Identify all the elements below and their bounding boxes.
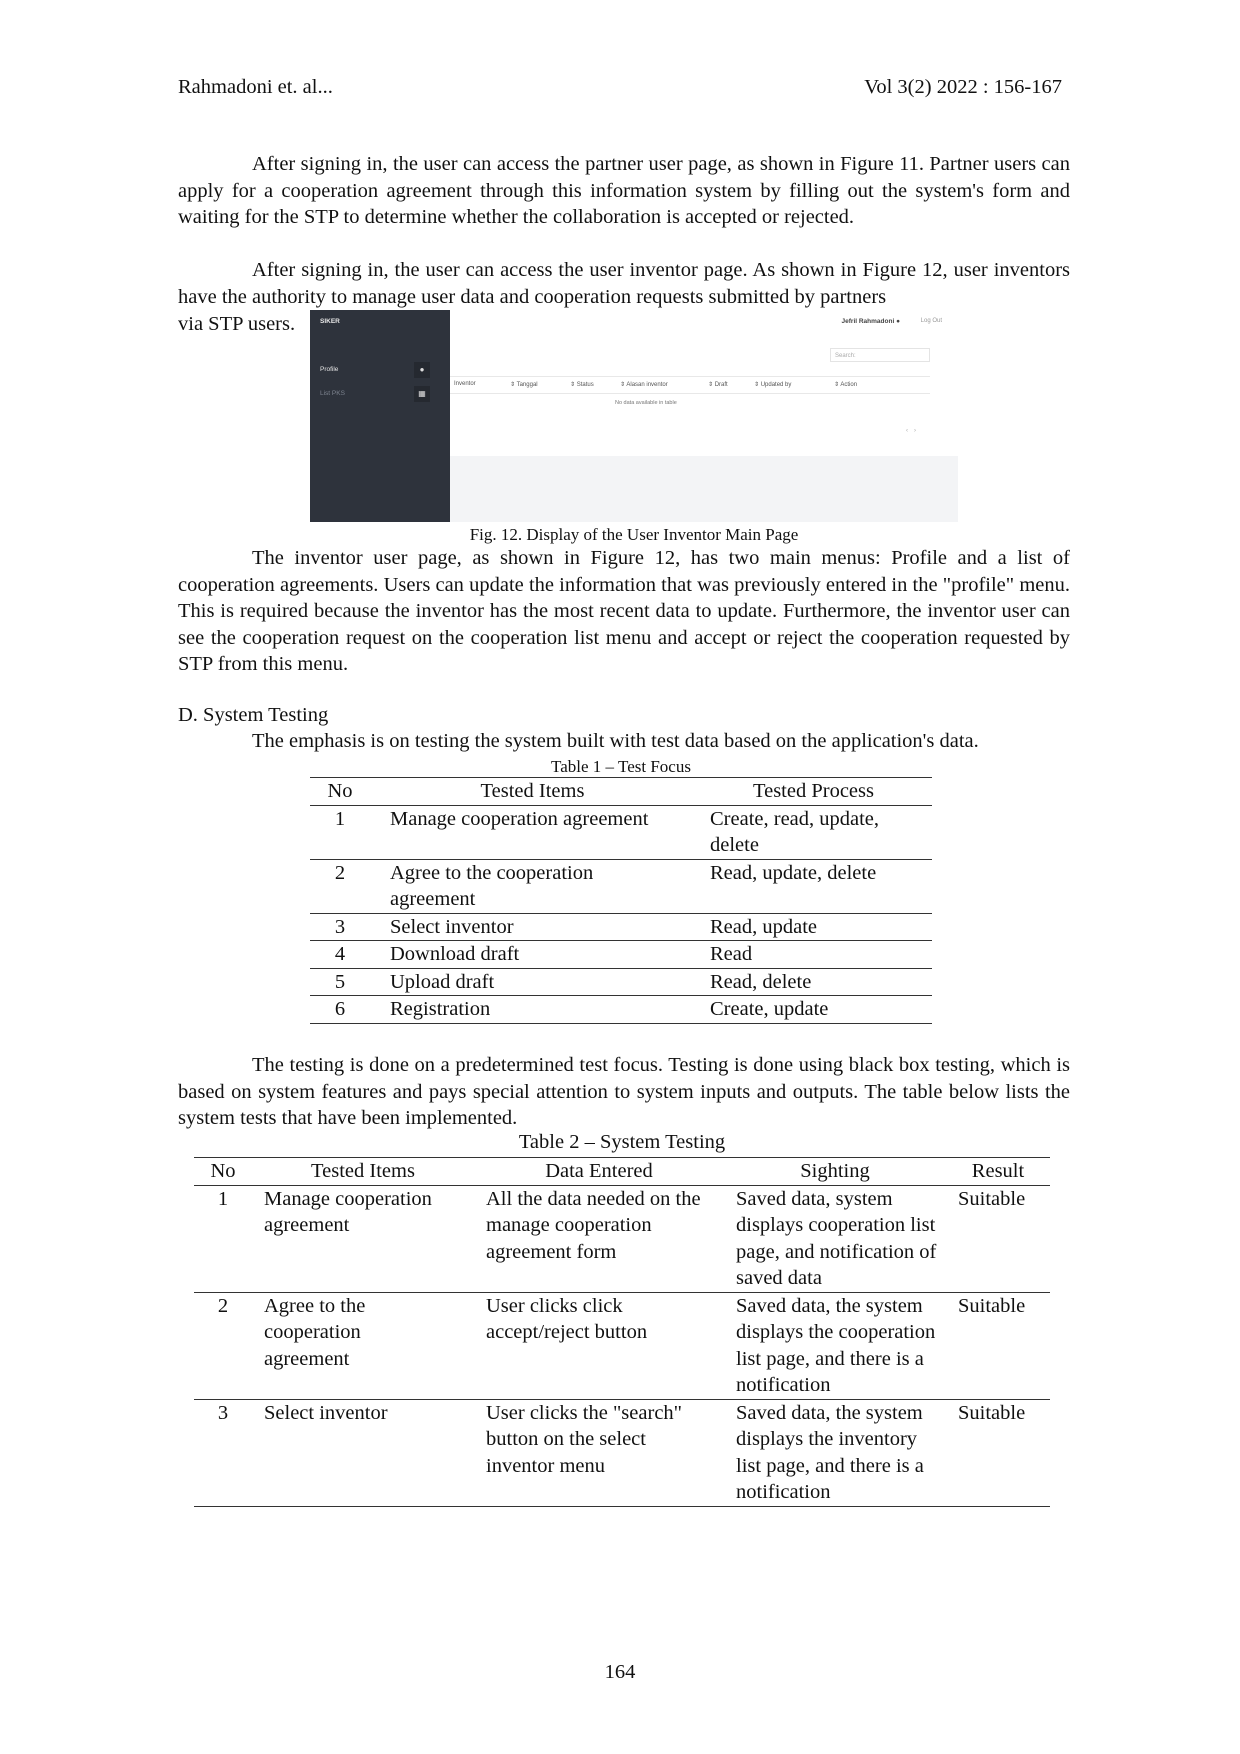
screenshot-col-inventor: Inventor	[454, 381, 476, 387]
table-cell-sighting: Saved data, system displays cooperation list page, and notification of saved data	[724, 1185, 946, 1292]
table-2	[194, 1157, 1050, 1507]
table-row	[310, 859, 932, 913]
table-cell-no: 3	[310, 913, 370, 941]
screenshot-col-draft: ⇕ Draft	[708, 382, 728, 388]
paragraph-testing-emphasis: The emphasis is on testing the system built with test data based on the application's data.	[252, 730, 979, 752]
table-2-header-row	[194, 1158, 1050, 1186]
table-cell-item: Manage cooperation agreement	[252, 1185, 474, 1292]
table-row	[310, 996, 932, 1024]
table-cell-process: Read, update	[695, 913, 932, 941]
paragraph-inventor-page-end: via STP users.	[178, 313, 296, 335]
table-cell-item: Select inventor	[252, 1399, 474, 1506]
table-2-header-result: Result	[946, 1158, 1050, 1186]
table-cell-process: Create, read, update, delete	[695, 805, 932, 859]
table-cell-data: User clicks the "search" button on the select inventor menu	[474, 1399, 724, 1506]
paragraph-inventor-menus: The inventor user page, as shown in Figure 12, has two main menus: Profile and a list of cooperation agreements. Users can update the information that was previously entered in the "profile" menu. This is required because the inventor has the most recent data to update. Furthermore, the inventor user can see the cooperation request on the cooperation list menu and accept or reject the cooperation requested by STP from this menu.	[178, 547, 1070, 675]
table-cell-item: Manage cooperation agreement	[370, 805, 695, 859]
figure-12-caption: Fig. 12. Display of the User Inventor Main Page	[469, 525, 799, 544]
table-1-header-no: No	[310, 778, 370, 806]
table-1	[310, 777, 932, 1024]
list-icon: ▦	[414, 386, 430, 402]
table-cell-no: 4	[310, 941, 370, 969]
screenshot-sidebar	[310, 310, 450, 522]
table-cell-process: Read	[695, 941, 932, 969]
table-2-caption: Table 2 – System Testing	[518, 1131, 726, 1153]
screenshot-table-header	[450, 376, 930, 394]
table-cell-no: 6	[310, 996, 370, 1024]
table-cell-no: 2	[194, 1292, 252, 1399]
screenshot-logout: Log Out	[920, 318, 942, 324]
table-cell-item: Registration	[370, 996, 695, 1024]
table-cell-process: Read, update, delete	[695, 859, 932, 913]
table-2-header-sighting: Sighting	[724, 1158, 946, 1186]
screenshot-brand: SIKER	[320, 318, 340, 325]
table-cell-result: Suitable	[946, 1399, 1050, 1506]
table-row	[194, 1399, 1050, 1506]
paragraph-black-box: The testing is done on a predetermined test focus. Testing is done using black box testing, which is based on system features and pays special attention to system inputs and outputs. The table below lists the system tests that have been implemented.	[178, 1054, 1070, 1129]
screenshot-menu-profile: Profile	[320, 366, 339, 373]
table-cell-data: User clicks click accept/reject button	[474, 1292, 724, 1399]
section-heading: D. System Testing	[178, 704, 329, 726]
header-authors: Rahmadoni et. al...	[178, 76, 333, 98]
table-cell-item: Agree to the cooperation agreement	[370, 859, 695, 913]
user-icon: ●	[414, 362, 430, 378]
header-volume: Vol 3(2) 2022 : 156-167	[864, 76, 1062, 98]
figure-12-screenshot	[310, 310, 958, 522]
paragraph-partner-page: After signing in, the user can access the partner user page, as shown in Figure 11. Partner users can apply for a cooperation agreement through this information system by filling out the system's form and waiting for the STP to determine whether the collaboration is accepted or rejected.	[178, 153, 1070, 228]
table-cell-no: 5	[310, 968, 370, 996]
table-cell-item: Upload draft	[370, 968, 695, 996]
screenshot-col-alasan: ⇕ Alasan inventor	[620, 382, 668, 388]
screenshot-menu-list-pks: List PKS	[320, 390, 345, 397]
page-number: 164	[604, 1661, 636, 1683]
screenshot-footer	[450, 456, 958, 522]
table-2-header-items: Tested Items	[252, 1158, 474, 1186]
table-cell-sighting: Saved data, the system displays the cooperation list page, and there is a notification	[724, 1292, 946, 1399]
screenshot-col-updated: ⇕ Updated by	[754, 382, 792, 388]
table-1-header-items: Tested Items	[370, 778, 695, 806]
table-row	[310, 968, 932, 996]
table-cell-no: 1	[194, 1185, 252, 1292]
table-row	[310, 913, 932, 941]
table-cell-no: 2	[310, 859, 370, 913]
screenshot-empty-text: No data available in table	[615, 400, 677, 406]
screenshot-col-status: ⇕ Status	[570, 382, 594, 388]
screenshot-search: Search:	[830, 348, 930, 362]
table-cell-sighting: Saved data, the system displays the inventory list page, and there is a notification	[724, 1399, 946, 1506]
screenshot-pager: ‹›	[906, 428, 922, 434]
table-row	[310, 941, 932, 969]
table-1-caption: Table 1 – Test Focus	[551, 757, 691, 776]
table-cell-result: Suitable	[946, 1185, 1050, 1292]
screenshot-user-name: Jefril Rahmadoni ●	[841, 318, 900, 325]
user-small-icon: ●	[896, 318, 900, 325]
table-cell-no: 3	[194, 1399, 252, 1506]
table-cell-process: Create, update	[695, 996, 932, 1024]
table-row	[194, 1185, 1050, 1292]
screenshot-col-action: ⇕ Action	[834, 382, 858, 388]
table-cell-result: Suitable	[946, 1292, 1050, 1399]
table-2-header-no: No	[194, 1158, 252, 1186]
table-row	[194, 1292, 1050, 1399]
table-row	[310, 805, 932, 859]
table-cell-process: Read, delete	[695, 968, 932, 996]
table-cell-no: 1	[310, 805, 370, 859]
table-cell-data: All the data needed on the manage cooperation agreement form	[474, 1185, 724, 1292]
table-cell-item: Agree to the cooperation agreement	[252, 1292, 474, 1399]
table-cell-item: Download draft	[370, 941, 695, 969]
screenshot-col-tanggal: ⇕ Tanggal	[510, 382, 538, 388]
paragraph-inventor-page: After signing in, the user can access the user inventor page. As shown in Figure 12, user inventors have the authority to manage user data and cooperation requests submitted by partners	[178, 259, 1070, 308]
table-2-header-data: Data Entered	[474, 1158, 724, 1186]
table-1-header-row	[310, 778, 932, 806]
table-1-header-process: Tested Process	[695, 778, 932, 806]
table-cell-item: Select inventor	[370, 913, 695, 941]
